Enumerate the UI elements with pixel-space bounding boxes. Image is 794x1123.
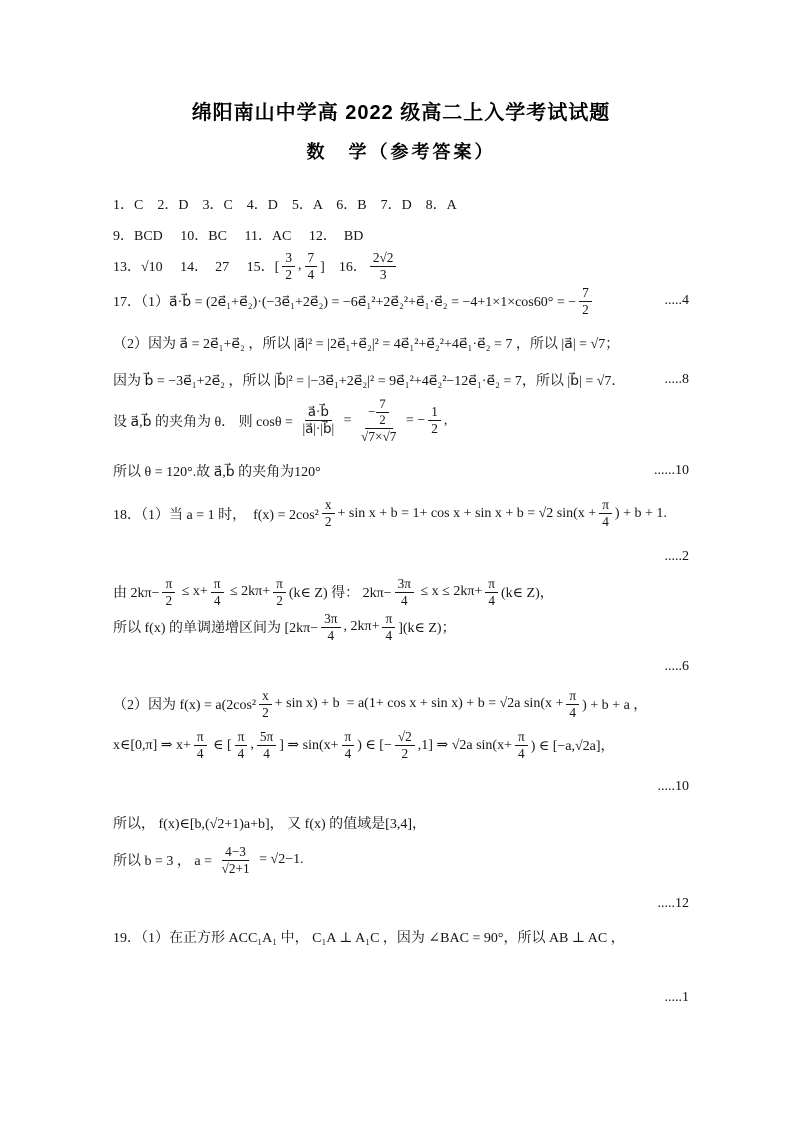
q19-part1-line [113,927,689,947]
page-title: 绵阳南山中学高 2022 级高二上入学考试试题 [191,102,611,124]
q18-score-line-10 [113,777,689,797]
fraction-denominator: 4 [263,745,270,761]
fraction-denominator: 4 [344,745,352,761]
fraction-numerator: x [259,688,272,705]
fraction-denominator: 4 [237,745,245,761]
fraction [342,729,355,762]
fraction-numerator: 7 [376,397,388,413]
fraction [382,611,395,644]
q18-score-line-12 [113,894,689,914]
text-run: + sin x) + b = a(1+ cos x + sin x) + b = √2a sin(x + [274,696,564,712]
q17-part1-line [113,285,689,318]
fraction [257,729,276,762]
fraction-numerator: π [194,729,207,746]
choice-answers-row-1 [113,194,689,214]
score-marker: .....4 [664,293,689,309]
fraction [428,404,441,437]
fraction-numerator: 4−3 [222,844,249,861]
score-marker: .....6 [664,658,689,674]
fraction-numerator: π [211,576,224,593]
q18-monotonic-derivation-line [113,576,689,609]
text-run: = [340,412,356,428]
fraction [162,576,175,609]
q18-score-line-6 [113,657,689,677]
fraction-denominator: |a⃗|·|b⃗| [302,421,335,437]
fraction [194,729,207,762]
text-run: 17．（1）a⃗·b⃗ = (2e⃗₁+e⃗₂)·(−3e⃗₁+2e⃗₂) = −6e⃗₁²+2e⃗₂²+e⃗₁·e⃗₂ = −4+1×1×cos60° = − [113,295,577,311]
fraction-denominator: √2+1 [221,860,250,876]
score-marker: ......10 [654,463,689,479]
text-run: ) + b + a ， [582,698,648,714]
fraction [376,397,388,428]
fraction [259,688,272,721]
fraction-denominator: 3 [379,266,387,282]
text-run: , [298,258,302,274]
fraction-numerator: π [599,497,612,514]
fraction-denominator: 2 [401,745,409,761]
fraction-denominator: 2 [431,421,438,437]
fraction-numerator: π [273,576,286,593]
choice-answers-row-2 [113,225,689,245]
text-run: （2）因为 f(x) = a(2cos² [113,698,257,714]
text-run: ≤ x+ [178,584,208,600]
fraction-denominator: √7×√7 [361,429,397,445]
fraction-denominator: 2 [262,704,269,720]
text-run: ≤ x ≤ 2kπ+ [416,584,483,600]
text-run: ≤ 2kπ+ [226,584,271,600]
fraction-denominator: 4 [518,745,525,761]
text-run: ∈ [ [209,737,232,753]
fill-in-answers-row [113,250,689,283]
fraction [321,611,340,644]
fraction-numerator: a⃗·b⃗ [305,404,332,421]
fraction-denominator: 4 [385,627,393,643]
text-run: 所以 b = 3 ， a = [113,854,216,870]
text-run: 因为 b⃗ = −3e⃗₁+2e⃗₂ ，所以 |b⃗|² = |−3e⃗₁+2e⃗₂|² = 9e⃗₁²+4e⃗₂²−12e⃗₁·e⃗₂ = 7，所以 |b⃗| = √7． [113,373,626,389]
fraction [299,404,337,437]
text-run: 18．（1）当 a = 1 时， f(x) = 2cos² [113,507,319,523]
fraction-numerator: √2 [395,729,415,746]
q18-monotonic-interval-line [113,611,689,644]
fraction-denominator: 2 [324,514,332,530]
fraction-numerator: π [162,576,175,593]
fraction-numerator: π [342,729,355,746]
text-run: (k∈ Z)， [501,586,554,602]
fraction-numerator: π [382,611,395,628]
fraction [566,688,579,721]
text-run: 19．（1）在正方形 ACC₁A₁ 中， C₁A ⊥ A₁C ，因为 ∠BAC = 90°，所以 AB ⊥ AC ， [113,930,625,946]
text-run: ) ∈ [−a,√2a]， [530,739,615,755]
fraction [485,576,498,609]
fraction-numerator: π [485,576,498,593]
minus-sign: − [367,404,376,420]
fraction [235,729,248,762]
text-run: 设 a⃗,b⃗ 的夹角为 θ． 则 cosθ = [113,414,297,430]
fraction [370,250,397,283]
fraction-numerator: 2√2 [370,250,397,267]
text-run: 由 2kπ− [113,586,160,602]
answers-1-8: 1．C 2．D 3．C 4．D 5．A 6．B 7．D 8．A [113,198,457,213]
fraction-denominator: 4 [196,745,204,761]
text-run: 所以 f(x) 的单调递增区间为 [2kπ− [113,621,319,637]
fraction-numerator: 5π [257,729,276,746]
q18-range-line [113,813,689,833]
fraction-numerator: π [566,688,579,705]
q18-part2-line [113,688,689,721]
score-marker: .....12 [657,895,689,911]
text-run: 所以， f(x)∈[b,(√2+1)a+b]， 又 f(x) 的值域是[3,4]， [113,816,426,832]
fraction-denominator: 2 [165,592,173,608]
q18-range-derivation-line [113,729,689,762]
q18-score-line-2 [113,547,689,567]
fraction-denominator: 2 [276,592,283,608]
fraction [219,844,253,877]
answers-9-12: 9．BCD 10．BC 11．AC 12． BD [113,229,364,244]
nested-fraction [358,397,399,445]
fraction-numerator: 3π [395,576,414,593]
fraction [322,497,335,530]
fraction-denominator: 2 [582,301,589,317]
q17-part2-line-b [113,370,689,390]
text-run: ] ⇒ sin(x+ [279,737,339,753]
fraction [395,576,414,609]
text-run: ] 16． [320,260,367,276]
text-run: ) + b + 1. [614,505,667,521]
text-run: (k∈ Z) 得： 2kπ− [288,586,392,602]
text-run: ,1] ⇒ √2a sin(x+ [417,737,512,753]
fraction [282,250,295,283]
fraction-numerator: π [515,729,528,746]
fraction-denominator: 4 [569,704,577,720]
fraction-denominator: 4 [213,592,221,608]
text-run: + sin x + b = 1+ cos x + sin x + b = √2 sin(x + [337,505,597,521]
q17-angle-line [113,397,689,445]
score-marker: .....1 [664,989,689,1005]
fraction-numerator: π [235,729,248,746]
fraction [515,729,528,762]
text-run: , [443,412,448,428]
score-marker: .....10 [657,778,689,794]
fraction-numerator: x [322,497,335,514]
fraction [211,576,224,609]
fraction-denominator: 4 [602,514,609,530]
q17-part2-line-a [113,333,689,353]
fraction [305,250,318,283]
text-run: 13．√10 14． 27 15．[ [113,260,280,276]
text-run: ) ∈ [− [357,737,392,753]
text-run: 所以 θ = 120°.故 a⃗,b⃗ 的夹角为120° [113,465,321,481]
fraction [579,285,592,318]
fraction-numerator: 1 [428,404,441,421]
fraction-numerator: 7 [579,285,592,302]
fraction-denominator: 4 [327,627,335,643]
text-run: = − [402,412,426,428]
text-run: , 2kπ+ [343,619,380,635]
fraction-numerator: 3π [321,611,340,628]
fraction-denominator: 2 [285,266,293,282]
score-marker: .....8 [664,371,689,387]
fraction-denominator: 4 [400,592,408,608]
text-run: （2）因为 a⃗ = 2e⃗₁+e⃗₂ ，所以 |a⃗|² = |2e⃗₁+e⃗₂|² = 4e⃗₁²+e⃗₂²+4e⃗₁·e⃗₂ = 7 ，所以 |a⃗| = √7； [113,336,620,352]
fraction-numerator: 7 [305,250,318,267]
text-run: , [250,737,254,753]
q18-solution-line [113,844,689,877]
text-run: x∈[0,π] ⇒ x+ [113,737,191,753]
fraction-denominator: 4 [488,592,495,608]
fraction [273,576,286,609]
text-run: ](k∈ Z)； [398,621,456,637]
q18-part1-line [113,497,689,530]
fraction [599,497,612,530]
text-run: = √2−1. [255,852,304,868]
q17-conclusion-line [113,461,689,481]
fraction-numerator: 3 [282,250,295,267]
q19-score-line-1 [113,988,689,1008]
fraction [395,729,415,762]
score-marker: .....2 [664,548,689,564]
fraction-numerator [365,397,393,429]
page-subtitle: 数 学（参考答案） [306,142,496,162]
fraction-denominator: 4 [307,266,315,282]
fraction-denominator: 2 [379,412,386,427]
